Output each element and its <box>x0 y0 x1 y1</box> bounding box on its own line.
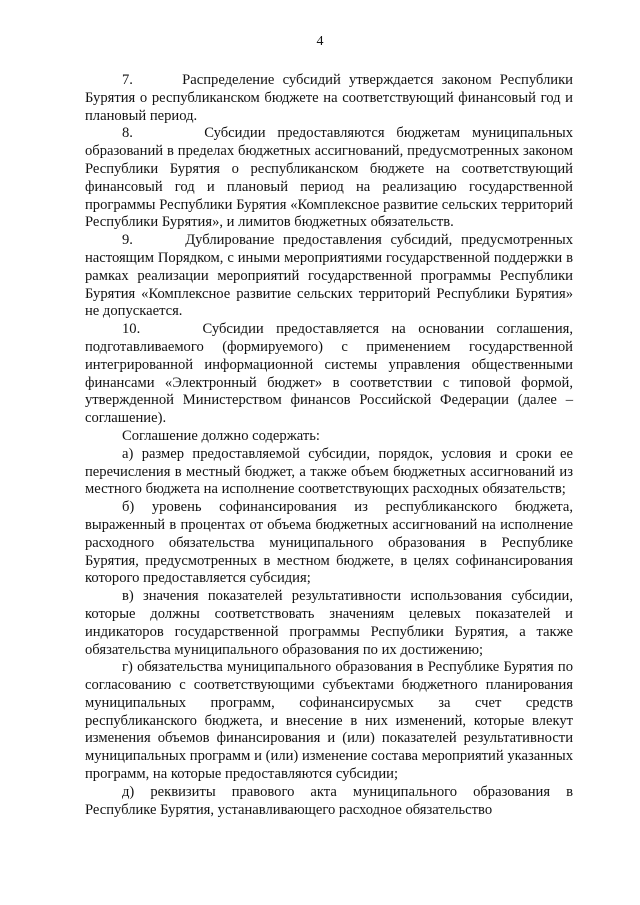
document-body <box>85 72 573 819</box>
list-item-v: в) значения показателей результативности использования субсидии, которые должны соответствовать значениям целевых показателей и индикаторов государственной программы Республики Бурятия, а также обязательства муниципального образования по их достижению; <box>85 588 573 658</box>
paragraph-agreement-contents: Соглашение должно содержать: <box>122 427 320 444</box>
paragraph-10-agreement: 10. Субсидии предоставляется на основании соглашения, подготавливаемого (формируемого) с применением государственной интегрированной информационной системы управления общественными финансами «Электронный бюджет» в соответствии с типовой формой, утвержденной Министерством финансов Российской Федерации (далее – соглашение). <box>85 321 573 427</box>
list-item-d: д) реквизиты правового акта муниципального образования в Республике Бурятия, устанавливающего расходное обязательство <box>85 783 573 818</box>
paragraph-8-subsidies: 8. Субсидии предоставляются бюджетам муниципальных образований в пределах бюджетных ассигнований, предусмотренных законом Республики Бурятия о республиканском бюджете на соответствующий финансовый год и плановый период на реализацию государственной программы Республики Бурятия «Комплексное развитие сельских территорий Республики Бурятия», и лимитов бюджетных обязательств. <box>85 125 573 231</box>
list-item-g: г) обязательства муниципального образования в Республике Бурятия по согласованию с соответствующими субъектами бюджетного планирования муниципальных программ, софинансирусмых за счет средств республиканского бюджета, и внесение в них изменений, которые влекут изменения объемов финансирования и (или) показателей результативности муниципальных программ и (или) изменение состава мероприятий указанных программ, на которые предоставляются субсидии; <box>85 659 573 783</box>
page-number: 4 <box>316 34 324 49</box>
paragraph-7-distribution: 7. Распределение субсидий утверждается законом Республики Бурятия о республиканском бюджете на соответствующий финансовый год и плановый период. <box>85 72 573 124</box>
list-item-b: б) уровень софинансирования из республиканского бюджета, выраженный в процентах от объема бюджетных ассигнований на исполнение расходного обязательства муниципального образования в Республике Бурятия, предусмотренных в местном бюджете, в целях софинансирования которого предоставляется субсидия; <box>85 499 573 587</box>
list-item-a: а) размер предоставляемой субсидии, порядок, условия и сроки ее перечисления в местный бюджет, а также объем бюджетных ассигнований из местного бюджета на исполнение соответствующих расходных обязательств; <box>85 445 573 498</box>
paragraph-9-duplication: 9. Дублирование предоставления субсидий, предусмотренных настоящим Порядком, с иными мероприятиями государственной поддержки в рамках реализации мероприятий государственной программы Республики Бурятия «Комплексное развитие сельских территорий Республики Бурятия» не допускается. <box>85 232 573 320</box>
